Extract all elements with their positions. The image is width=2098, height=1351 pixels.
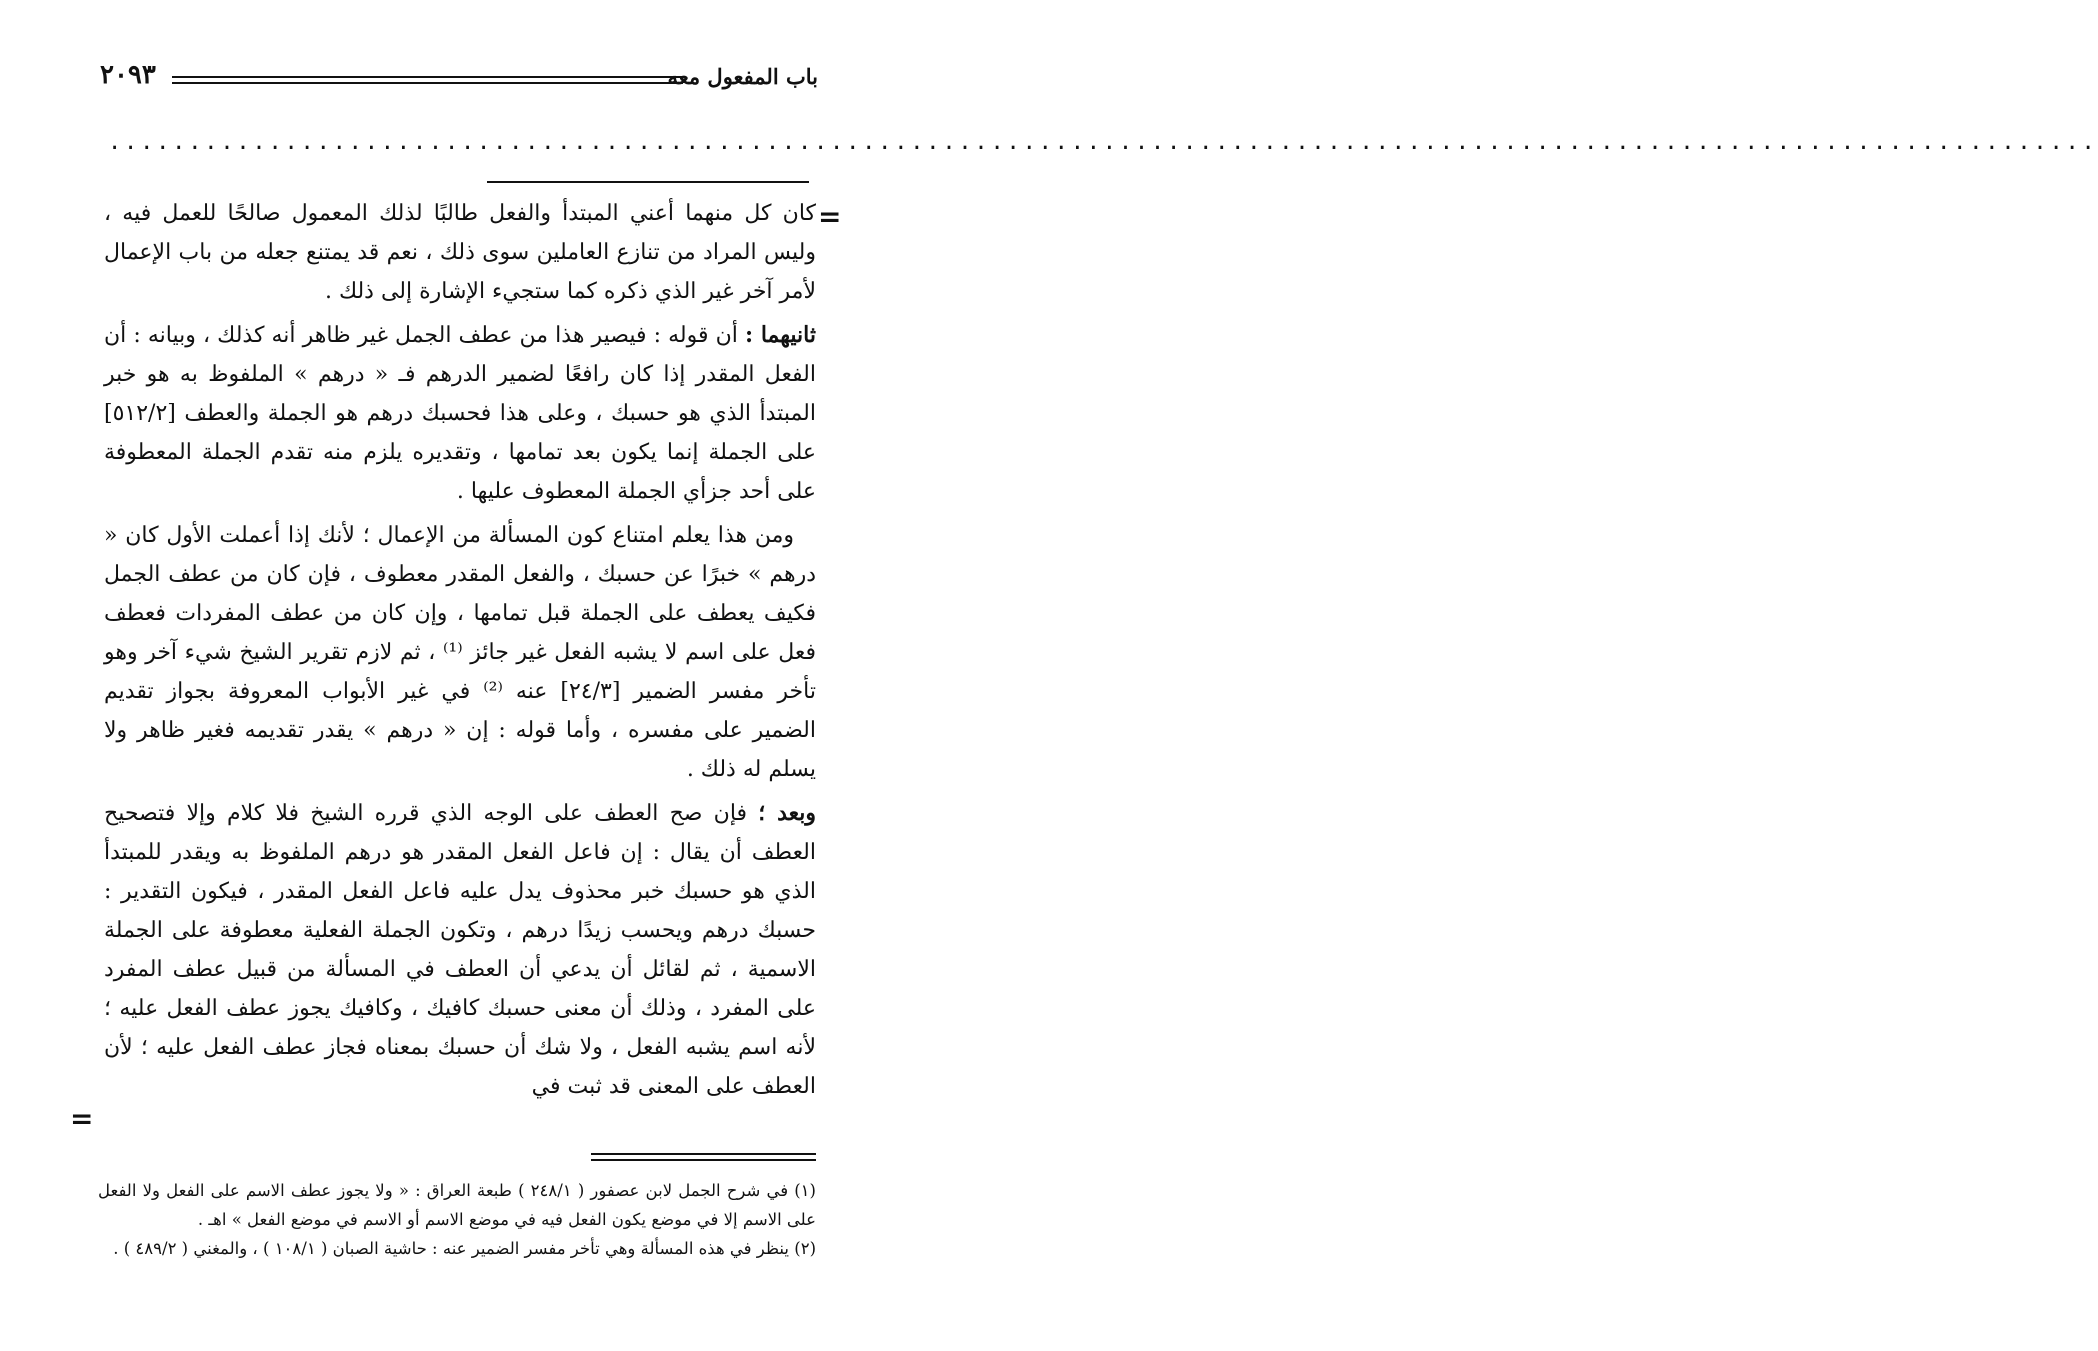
running-header [100,62,818,102]
paragraph-text: فإن صح العطف على الوجه الذي قرره الشيخ فلا كلام وإلا فتصحيح العطف أن يقال : إن فاعل الفعل المقدر هو درهم الملفوظ به ويقدر للمبتدأ الذي هو حسبك خبر محذوف يدل عليه فاعل الفعل المقدر ، فيكون التقدير : حسبك درهم ويحسب زيدًا درهم ، وتكون الجملة الفعلية معطوفة على الجملة الاسمية ، ثم لقائل أن يدعي أن العطف في المسألة من قبيل عطف المفرد على المفرد ، وذلك أن معنى حسبك كافيك ، وكافيك يجوز عطف الفعل عليه ؛ لأنه اسم يشبه الفعل ، ولا شك أن حسبك بمعناه فجاز عطف الفعل عليه ؛ لأن العطف على المعنى قد ثبت في [104,801,816,1099]
paragraph-lead: وبعد ؛ [758,800,816,826]
paragraph-text: كان كل منهما أعني المبتدأ والفعل طالبًا لذلك المعمول صالحًا للعمل فيه ، وليس المراد من تنازع العاملين سوى ذلك ، نعم قد يمتنع جعله من باب الإعمال لأمر آخر غير الذي ذكره كما ستجيء الإشارة إلى ذلك . [104,201,816,304]
paragraph-lead: ثانيهما : [744,322,816,348]
continuation-mark-end: = [70,1102,94,1135]
body-text [104,194,816,1111]
footnote: (١) في شرح الجمل لابن عصفور ( ٢٤٨/١ ) طبعة العراق : « ولا يجوز عطف الاسم على الفعل ولا الفعل على الاسم إلا في موضع يكون الفعل فيه في موضع الاسم أو الاسم في موضع الفعل » اهـ . [98,1181,816,1229]
footnote: (٢) ينظر في هذه المسألة وهي تأخر مفسر الضمير عنه : حاشية الصبان ( ١٠٨/١ ) ، والمغني ( ٤٨٩/٢ ) . [113,1239,816,1258]
paragraph [104,316,816,511]
dotted-separator: ............................................................................................................................ [108,130,2098,155]
chapter-title: باب المفعول معه [667,64,818,89]
paragraph [104,194,816,311]
header-rule-top [172,76,683,78]
paragraph [104,794,816,1106]
paragraph-text: ومن هذا يعلم امتناع كون المسألة من الإعمال ؛ لأنك إذا أعملت الأول كان « درهم » خبرًا عن حسبك ، والفعل المقدر معطوف ، فإن كان من عطف الجمل فكيف يعطف على الجملة قبل تمامها ، وإن كان من عطف المفردات فعطف فعل على اسم لا يشبه الفعل غير جائز ⁽¹⁾ ، ثم لازم تقرير الشيخ شيء آخر وهو تأخر مفسر الضمير [٢٤/٣] عنه ⁽²⁾ في غير الأبواب المعروفة بجواز تقديم الضمير على مفسره ، وأما قوله : إن « درهم » يقدر تقديمه فغير ظاهر ولا يسلم له ذلك . [104,523,817,782]
footnote-rule-bottom [591,1159,816,1161]
header-rule-bottom [172,82,683,84]
continuation-mark-start: = [818,200,842,233]
footnotes [98,1176,816,1263]
footnote-rule-top [591,1153,816,1155]
paragraph [104,516,816,789]
continuation-rule [487,181,809,183]
page-number: ٢٠٩٣ [100,60,156,90]
paragraph-text: أن قوله : فيصير هذا من عطف الجمل غير ظاهر أنه كذلك ، وبيانه : أن الفعل المقدر إذا كان رافعًا لضمير الدرهم فـ « درهم » الملفوظ به هو خبر المبتدأ الذي هو حسبك ، وعلى هذا فحسبك درهم هو الجملة والعطف [٥١٢/٢] على الجملة إنما يكون بعد تمامها ، وتقديره يلزم منه تقدم الجملة المعطوفة على أحد جزأي الجملة المعطوف عليها . [104,323,816,504]
